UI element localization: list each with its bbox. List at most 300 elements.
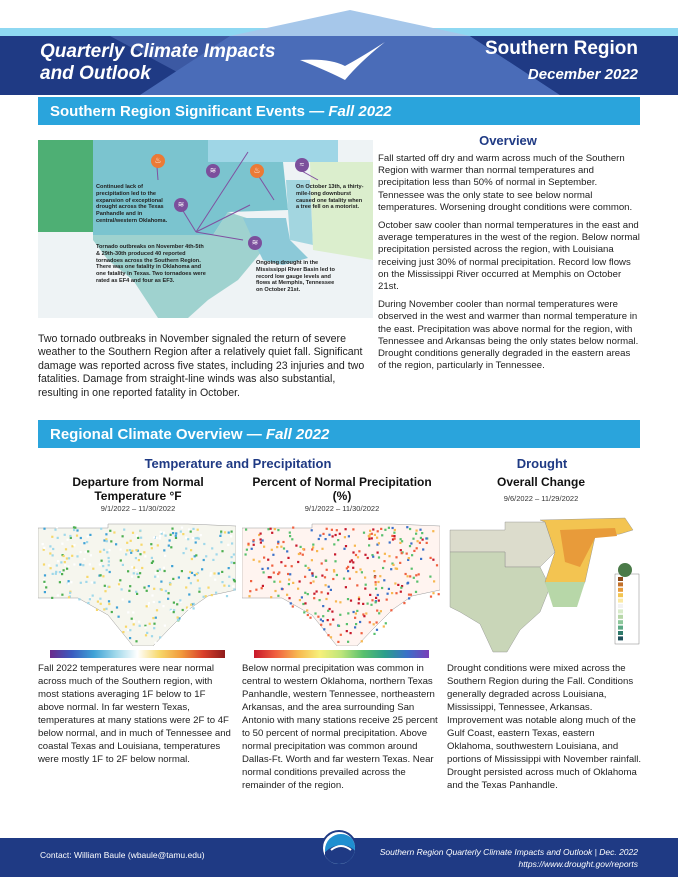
station-dot bbox=[128, 601, 130, 603]
station-dot bbox=[73, 563, 75, 565]
station-dot bbox=[171, 528, 173, 530]
station-dot bbox=[66, 568, 68, 570]
station-dot bbox=[177, 619, 179, 621]
station-dot bbox=[199, 587, 201, 589]
station-dot bbox=[364, 554, 366, 556]
station-dot bbox=[279, 581, 281, 583]
station-dot bbox=[364, 588, 366, 590]
station-dot bbox=[276, 546, 278, 548]
station-dot bbox=[277, 573, 279, 575]
station-dot bbox=[43, 563, 45, 565]
station-dot bbox=[367, 557, 369, 559]
station-dot bbox=[173, 602, 175, 604]
station-dot bbox=[373, 633, 375, 635]
station-dot bbox=[412, 538, 414, 540]
station-dot bbox=[233, 553, 235, 555]
station-dot bbox=[63, 569, 65, 571]
station-dot bbox=[126, 542, 128, 544]
station-dot bbox=[325, 538, 327, 540]
station-dot bbox=[390, 568, 392, 570]
station-dot bbox=[355, 571, 357, 573]
station-dot bbox=[251, 548, 253, 550]
station-dot bbox=[151, 557, 153, 559]
station-dot bbox=[419, 529, 421, 531]
station-dot bbox=[352, 528, 354, 530]
station-dot bbox=[157, 570, 159, 572]
station-dot bbox=[61, 543, 63, 545]
station-dot bbox=[158, 601, 160, 603]
station-dot bbox=[317, 616, 319, 618]
station-dot bbox=[177, 616, 179, 618]
precip-panel-title: Percent of Normal Precipitation (%) bbox=[252, 475, 432, 503]
station-dot bbox=[392, 527, 394, 529]
station-dot bbox=[343, 548, 345, 550]
station-dot bbox=[42, 543, 44, 545]
station-dot bbox=[347, 641, 349, 643]
station-dot bbox=[374, 576, 376, 578]
station-dot bbox=[51, 597, 53, 599]
station-dot bbox=[339, 533, 341, 535]
station-dot bbox=[231, 556, 233, 558]
station-dot bbox=[97, 601, 99, 603]
station-dot bbox=[181, 527, 183, 529]
station-dot bbox=[347, 566, 349, 568]
station-dot bbox=[169, 583, 171, 585]
legend-swatch bbox=[618, 593, 623, 597]
station-dot bbox=[408, 557, 410, 559]
station-dot bbox=[355, 554, 357, 556]
station-dot bbox=[371, 533, 373, 535]
temp-departure-map bbox=[38, 520, 236, 646]
station-dot bbox=[231, 561, 233, 563]
station-dot bbox=[93, 582, 95, 584]
station-dot bbox=[329, 623, 331, 625]
station-dot bbox=[89, 598, 91, 600]
station-dot bbox=[333, 569, 335, 571]
station-dot bbox=[378, 542, 380, 544]
station-dot bbox=[100, 574, 102, 576]
station-dot bbox=[388, 588, 390, 590]
station-dot bbox=[380, 528, 382, 530]
station-dot bbox=[76, 535, 78, 537]
station-dot bbox=[170, 534, 172, 536]
drought-change-map bbox=[445, 512, 643, 657]
station-dot bbox=[354, 545, 356, 547]
station-dot bbox=[395, 556, 397, 558]
station-dot bbox=[250, 580, 252, 582]
station-dot bbox=[105, 608, 107, 610]
station-dot bbox=[182, 533, 184, 535]
station-dot bbox=[355, 612, 357, 614]
legend-swatch bbox=[618, 636, 623, 640]
station-dot bbox=[378, 556, 380, 558]
station-dot bbox=[343, 578, 345, 580]
station-dot bbox=[127, 570, 129, 572]
station-dot bbox=[185, 586, 187, 588]
station-dot bbox=[130, 540, 132, 542]
overview-heading: Overview bbox=[479, 133, 537, 148]
station-dot bbox=[346, 623, 348, 625]
station-dot bbox=[325, 598, 327, 600]
station-dot bbox=[69, 535, 71, 537]
station-dot bbox=[338, 625, 340, 627]
station-dot bbox=[159, 537, 161, 539]
station-dot bbox=[354, 617, 356, 619]
station-dot bbox=[328, 534, 330, 536]
station-dot bbox=[274, 590, 276, 592]
station-dot bbox=[419, 542, 421, 544]
temp-colorbar bbox=[50, 650, 225, 658]
callout-tornado: Tornado outbreaks on November 4th-5th & 29th-30th produced 40 reported tornadoes across the Southern Region. There was one fatality in Oklahoma and one fatality in Texas. Two tornadoes were rated as EF4 and four as EF3. bbox=[96, 244, 206, 284]
station-dot bbox=[188, 528, 190, 530]
station-dot bbox=[321, 562, 323, 564]
station-dot bbox=[363, 615, 365, 617]
station-dot bbox=[227, 544, 229, 546]
station-dot bbox=[421, 532, 423, 534]
station-dot bbox=[52, 554, 54, 556]
legend-swatch bbox=[618, 599, 623, 603]
header-title-line2: and Outlook bbox=[40, 63, 151, 84]
station-dot bbox=[302, 603, 304, 605]
station-dot bbox=[198, 591, 200, 593]
station-dot bbox=[122, 535, 124, 537]
station-dot bbox=[51, 536, 53, 538]
station-dot bbox=[106, 551, 108, 553]
station-dot bbox=[347, 570, 349, 572]
station-dot bbox=[89, 563, 91, 565]
station-dot bbox=[83, 558, 85, 560]
station-dot bbox=[129, 585, 131, 587]
station-dot bbox=[273, 581, 275, 583]
station-dot bbox=[153, 588, 155, 590]
station-dot bbox=[195, 537, 197, 539]
station-dot bbox=[44, 591, 46, 593]
station-dot bbox=[160, 581, 162, 583]
station-dot bbox=[171, 565, 173, 567]
station-dot bbox=[267, 528, 269, 530]
station-dot bbox=[311, 572, 313, 574]
station-dot bbox=[255, 589, 257, 591]
station-dot bbox=[133, 572, 135, 574]
station-dot bbox=[139, 625, 141, 627]
station-dot bbox=[422, 548, 424, 550]
station-dot bbox=[406, 526, 408, 528]
station-dot bbox=[347, 598, 349, 600]
station-dot bbox=[372, 528, 374, 530]
station-dot bbox=[394, 529, 396, 531]
station-dot bbox=[361, 571, 363, 573]
station-dot bbox=[185, 548, 187, 550]
station-dot bbox=[262, 539, 264, 541]
station-dot bbox=[318, 538, 320, 540]
station-dot bbox=[43, 547, 45, 549]
station-dot bbox=[400, 587, 402, 589]
station-dot bbox=[108, 586, 110, 588]
station-dot bbox=[76, 555, 78, 557]
temp-panel-dates: 9/1/2022 – 11/30/2022 bbox=[100, 504, 176, 513]
station-dot bbox=[233, 588, 235, 590]
station-dot bbox=[168, 545, 170, 547]
station-dot bbox=[200, 534, 202, 536]
station-dot bbox=[99, 551, 101, 553]
station-dot bbox=[57, 594, 59, 596]
station-dot bbox=[152, 617, 154, 619]
station-dot bbox=[219, 535, 221, 537]
station-dot bbox=[61, 594, 63, 596]
station-dot bbox=[44, 574, 46, 576]
station-dot bbox=[274, 528, 276, 530]
station-dot bbox=[399, 562, 401, 564]
station-dot bbox=[192, 537, 194, 539]
station-dot bbox=[372, 556, 374, 558]
station-dot bbox=[55, 571, 57, 573]
station-dot bbox=[120, 559, 122, 561]
station-dot bbox=[277, 595, 279, 597]
station-dot bbox=[331, 529, 333, 531]
station-dot bbox=[173, 611, 175, 613]
station-dot bbox=[193, 607, 195, 609]
station-dot bbox=[131, 550, 133, 552]
station-dot bbox=[118, 616, 120, 618]
station-dot bbox=[57, 560, 59, 562]
station-dot bbox=[390, 609, 392, 611]
station-dot bbox=[156, 537, 158, 539]
station-dot bbox=[371, 537, 373, 539]
station-dot bbox=[324, 576, 326, 578]
station-dot bbox=[141, 567, 143, 569]
station-dot bbox=[214, 579, 216, 581]
station-dot bbox=[260, 533, 262, 535]
station-dot bbox=[418, 573, 420, 575]
station-dot bbox=[245, 553, 247, 555]
station-dot bbox=[131, 566, 133, 568]
station-dot bbox=[430, 596, 432, 598]
station-dot bbox=[230, 535, 232, 537]
station-dot bbox=[163, 549, 165, 551]
station-dot bbox=[377, 530, 379, 532]
station-dot bbox=[146, 632, 148, 634]
drought-map-svg bbox=[445, 512, 643, 657]
station-dot bbox=[163, 567, 165, 569]
station-dot bbox=[130, 552, 132, 554]
station-dot bbox=[415, 591, 417, 593]
station-dot bbox=[426, 542, 428, 544]
station-dot bbox=[384, 529, 386, 531]
station-dot bbox=[365, 612, 367, 614]
station-dot bbox=[139, 553, 141, 555]
station-dot bbox=[125, 553, 127, 555]
station-dot bbox=[300, 546, 302, 548]
station-dot bbox=[179, 599, 181, 601]
station-dot bbox=[260, 542, 262, 544]
station-dot bbox=[89, 534, 91, 536]
station-dot bbox=[165, 535, 167, 537]
station-dot bbox=[135, 557, 137, 559]
station-dot bbox=[288, 579, 290, 581]
station-dot bbox=[319, 535, 321, 537]
station-dot bbox=[409, 528, 411, 530]
drought-icon: ♨ bbox=[151, 154, 165, 168]
station-dot bbox=[191, 572, 193, 574]
temp-map-svg bbox=[38, 520, 236, 646]
callout-drought: Continued lack of precipitation led to the expansion of exceptional drought across the Texas Panhandle and in central/western Oklahoma. bbox=[96, 184, 168, 224]
station-dot bbox=[145, 634, 147, 636]
station-dot bbox=[368, 538, 370, 540]
station-dot bbox=[127, 611, 129, 613]
station-dot bbox=[164, 570, 166, 572]
page-header bbox=[0, 0, 678, 95]
station-dot bbox=[170, 546, 172, 548]
precip-panel-dates: 9/1/2022 – 11/30/2022 bbox=[304, 504, 380, 513]
station-dot bbox=[101, 560, 103, 562]
station-dot bbox=[393, 535, 395, 537]
station-dot bbox=[325, 560, 327, 562]
station-dot bbox=[380, 610, 382, 612]
station-dot bbox=[188, 593, 190, 595]
station-dot bbox=[133, 623, 135, 625]
station-dot bbox=[408, 597, 410, 599]
station-dot bbox=[345, 545, 347, 547]
station-dot bbox=[203, 596, 205, 598]
station-dot bbox=[307, 567, 309, 569]
station-dot bbox=[283, 547, 285, 549]
station-dot bbox=[203, 559, 205, 561]
station-dot bbox=[57, 537, 59, 539]
station-dot bbox=[119, 579, 121, 581]
station-dot bbox=[383, 579, 385, 581]
station-dot bbox=[292, 605, 294, 607]
station-dot bbox=[306, 609, 308, 611]
station-dot bbox=[332, 535, 334, 537]
station-dot bbox=[368, 544, 370, 546]
legend-swatch bbox=[618, 609, 623, 613]
station-dot bbox=[400, 591, 402, 593]
station-dot bbox=[432, 530, 434, 532]
station-dot bbox=[198, 538, 200, 540]
station-dot bbox=[63, 555, 65, 557]
significant-events-map bbox=[38, 140, 373, 318]
station-dot bbox=[59, 581, 61, 583]
station-dot bbox=[376, 610, 378, 612]
station-dot bbox=[108, 564, 110, 566]
overview-paragraph: During November cooler than normal temperatures were observed in the west and warmer than normal temperature in the east. Precipitation was above normal for the region, with Tennessee and Arkansas being the only states below normal. Drought conditions generally degraded in the eastern areas of the region, particularly in Tennessee. bbox=[378, 299, 639, 372]
station-dot bbox=[175, 535, 177, 537]
station-dot bbox=[56, 526, 58, 528]
station-dot bbox=[99, 563, 101, 565]
station-dot bbox=[268, 576, 270, 578]
station-dot bbox=[74, 527, 76, 529]
station-dot bbox=[362, 603, 364, 605]
drought-panel-title: Overall Change bbox=[496, 475, 586, 489]
station-dot bbox=[43, 581, 45, 583]
station-dot bbox=[167, 598, 169, 600]
station-dot bbox=[246, 549, 248, 551]
station-dot bbox=[277, 541, 279, 543]
station-dot bbox=[218, 572, 220, 574]
station-dot bbox=[135, 569, 137, 571]
station-dot bbox=[232, 585, 234, 587]
station-dot bbox=[60, 561, 62, 563]
station-dot bbox=[155, 642, 157, 644]
station-dot bbox=[304, 576, 306, 578]
station-dot bbox=[144, 555, 146, 557]
station-dot bbox=[312, 546, 314, 548]
station-dot bbox=[59, 571, 61, 573]
station-dot bbox=[83, 542, 85, 544]
station-dot bbox=[373, 623, 375, 625]
station-dot bbox=[196, 573, 198, 575]
station-dot bbox=[411, 554, 413, 556]
station-dot bbox=[433, 580, 435, 582]
station-dot bbox=[73, 544, 75, 546]
station-dot bbox=[231, 542, 233, 544]
station-dot bbox=[395, 567, 397, 569]
station-dot bbox=[383, 560, 385, 562]
station-dot bbox=[312, 580, 314, 582]
station-dot bbox=[116, 606, 118, 608]
station-dot bbox=[132, 611, 134, 613]
station-dot bbox=[288, 583, 290, 585]
station-dot bbox=[211, 547, 213, 549]
station-dot bbox=[135, 549, 137, 551]
station-dot bbox=[105, 533, 107, 535]
station-dot bbox=[161, 589, 163, 591]
station-dot bbox=[311, 548, 313, 550]
station-dot bbox=[248, 595, 250, 597]
station-dot bbox=[67, 565, 69, 567]
station-dot bbox=[330, 589, 332, 591]
station-dot bbox=[86, 541, 88, 543]
station-dot bbox=[104, 585, 106, 587]
station-dot bbox=[79, 564, 81, 566]
station-dot bbox=[350, 600, 352, 602]
legend-swatch bbox=[618, 588, 623, 592]
station-dot bbox=[157, 575, 159, 577]
station-dot bbox=[309, 617, 311, 619]
station-dot bbox=[353, 611, 355, 613]
station-dot bbox=[131, 618, 133, 620]
station-dot bbox=[271, 549, 273, 551]
station-dot bbox=[304, 592, 306, 594]
station-dot bbox=[361, 632, 363, 634]
station-dot bbox=[322, 605, 324, 607]
station-dot bbox=[321, 575, 323, 577]
station-dot bbox=[197, 579, 199, 581]
station-dot bbox=[249, 590, 251, 592]
climate-section-bar bbox=[38, 420, 640, 448]
station-dot bbox=[78, 598, 80, 600]
drought-text: Drought conditions were mixed across the Southern Region during the Fall. Conditions generally degraded across Louisiana, Mississippi, Tennessee, Arkansas. Improvement was notable along much of the Gulf Coast, eastern Texas, eastern Oklahoma, southwestern Louisiana, and portions of Mississippi with November rainfall. Drought persisted across much of Oklahoma and the Texas Panhandle. bbox=[447, 663, 642, 791]
station-dot bbox=[176, 603, 178, 605]
events-summary: Two tornado outbreaks in November signaled the return of severe weather to the Southern Region after a relatively quiet fall. Significant damage was reported across five states, including 23 injuries and two fatalities. Damage from straight-line winds was also substantial, resulting in one reported fatality in October. bbox=[38, 333, 365, 399]
footer-url[interactable]: https://www.drought.gov/reports bbox=[518, 859, 638, 869]
station-dot bbox=[103, 549, 105, 551]
station-dot bbox=[233, 579, 235, 581]
station-dot bbox=[220, 531, 222, 533]
station-dot bbox=[138, 621, 140, 623]
station-dot bbox=[322, 533, 324, 535]
station-dot bbox=[401, 552, 403, 554]
station-dot bbox=[377, 581, 379, 583]
station-dot bbox=[315, 576, 317, 578]
station-dot bbox=[52, 573, 54, 575]
station-dot bbox=[262, 585, 264, 587]
noaa-logo-icon bbox=[321, 830, 357, 866]
station-dot bbox=[261, 587, 263, 589]
station-dot bbox=[155, 572, 157, 574]
station-dot bbox=[297, 561, 299, 563]
station-dot bbox=[115, 543, 117, 545]
